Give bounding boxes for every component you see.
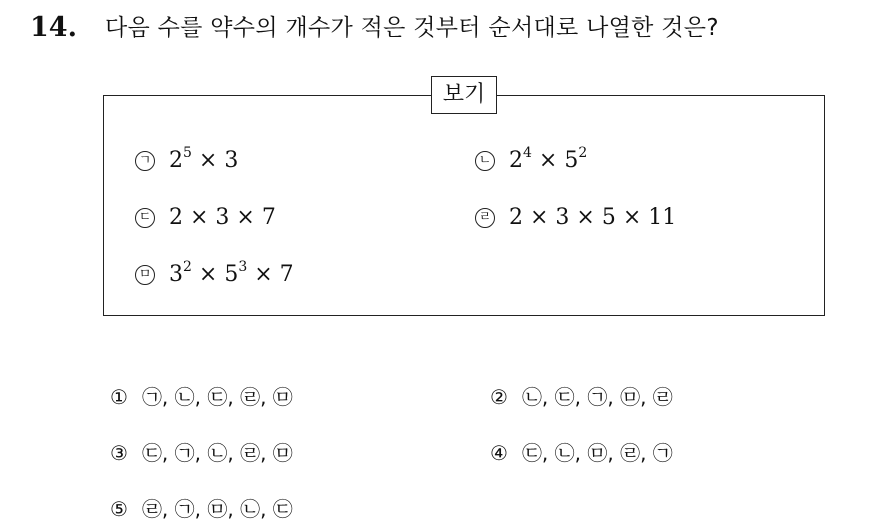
bogi-item-d xyxy=(475,203,676,233)
bogi-title: 보기 xyxy=(431,76,497,114)
choice-number-4: ④ xyxy=(490,441,508,465)
bogi-label-c: ㄷ xyxy=(135,208,155,228)
choice-4[interactable] xyxy=(490,439,673,467)
bogi-label-d: ㄹ xyxy=(475,208,495,228)
choice-text-2: ㉡, ㉢, ㉠, ㉤, ㉣ xyxy=(521,385,673,409)
choice-number-3: ③ xyxy=(110,441,128,465)
bogi-item-b xyxy=(475,146,587,176)
choice-1[interactable] xyxy=(110,383,293,411)
choice-text-1: ㉠, ㉡, ㉢, ㉣, ㉤ xyxy=(141,385,293,409)
choice-text-5: ㉣, ㉠, ㉤, ㉡, ㉢ xyxy=(141,497,293,521)
bogi-expression-c: 2 × 3 × 7 xyxy=(169,205,276,230)
bogi-expression-b: $2^4 \times 5^2$ xyxy=(509,144,588,173)
bogi-label-b: ㄴ xyxy=(475,151,495,171)
bogi-item-a xyxy=(135,146,238,176)
bogi-item-e xyxy=(135,260,294,290)
choice-3[interactable] xyxy=(110,439,293,467)
question-number: 14. xyxy=(30,12,77,43)
bogi-label-e: ㅁ xyxy=(135,265,155,285)
choice-text-3: ㉢, ㉠, ㉡, ㉣, ㉤ xyxy=(141,441,293,465)
bogi-expression-d: 2 × 3 × 5 × 11 xyxy=(509,205,677,230)
choice-2[interactable] xyxy=(490,383,673,411)
question-text: 다음 수를 약수의 개수가 적은 것부터 순서대로 나열한 것은? xyxy=(105,15,719,41)
bogi-label-a: ㄱ xyxy=(135,151,155,171)
choice-number-2: ② xyxy=(490,385,508,409)
choice-5[interactable] xyxy=(110,495,293,523)
bogi-expression-e: $3^2 \times 5^3 \times 7$ xyxy=(169,258,294,287)
choice-text-4: ㉢, ㉡, ㉤, ㉣, ㉠ xyxy=(521,441,673,465)
bogi-item-c xyxy=(135,203,276,233)
choice-number-5: ⑤ xyxy=(110,497,128,521)
bogi-expression-a: $2^5 \times 3$ xyxy=(169,144,239,173)
choice-number-1: ① xyxy=(110,385,128,409)
